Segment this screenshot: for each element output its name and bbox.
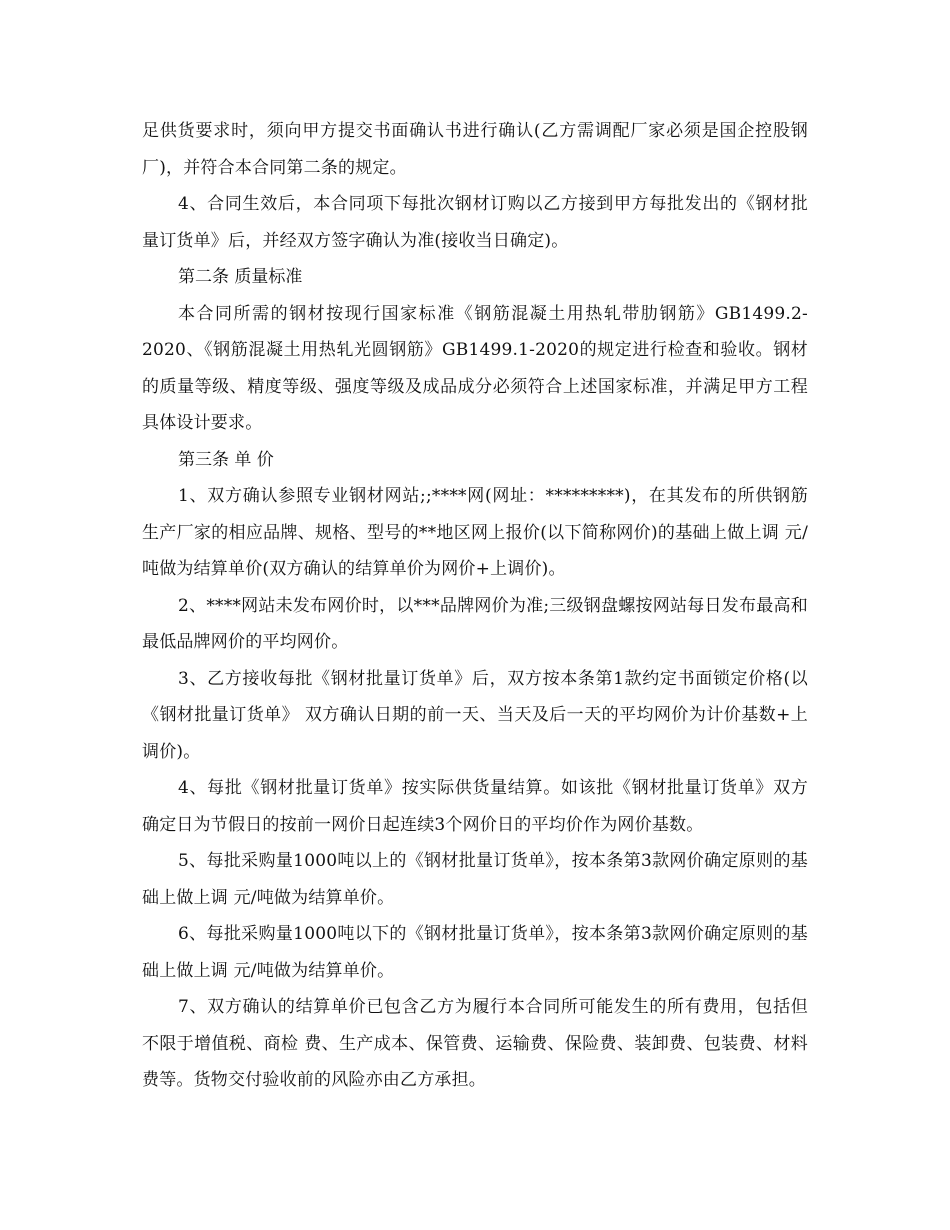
section-heading: 第二条 质量标准 (178, 267, 303, 287)
section-heading: 第三条 单 价 (178, 449, 274, 470)
clause-paragraph: 2、****网站未发布网价时，以***品牌网价为准;三级钢盘螺按网站每日发布最高和最低品牌网价的平均网价。 (142, 595, 808, 652)
document-body (142, 113, 808, 1099)
clause-paragraph: 1、双方确认参照专业钢材网站;;****网(网址：*********)，在其发布的所供钢筋生产厂家的相应品牌、规格、型号的**地区网上报价(以下简称网价)的基础上做上调 元/吨做为结算单价(双方确认的结算单价为网价+上调价)。 (142, 486, 808, 579)
paragraph-continuation: 足供货要求时，须向甲方提交书面确认书进行确认(乙方需调配厂家必须是国企控股钢厂)，并符合本合同第二条的规定。 (142, 121, 808, 178)
clause-paragraph: 6、每批采购量1000吨以下的《钢材批量订货单》，按本条第3款网价确定原则的基础上做上调 元/吨做为结算单价。 (142, 924, 808, 981)
clause-paragraph: 5、每批采购量1000吨以上的《钢材批量订货单》，按本条第3款网价确定原则的基础上做上调 元/吨做为结算单价。 (142, 851, 808, 908)
clause-paragraph: 4、每批《钢材批量订货单》按实际供货量结算。如该批《钢材批量订货单》双方确定日为节假日的按前一网价日起连续3个网价日的平均价作为网价基数。 (142, 778, 808, 835)
clause-paragraph: 4、合同生效后，本合同项下每批次钢材订购以乙方接到甲方每批发出的《钢材批量订货单》后，并经双方签字确认为准(接收当日确定)。 (142, 194, 808, 251)
clause-paragraph: 3、乙方接收每批《钢材批量订货单》后，双方按本条第1款约定书面锁定价格(以《钢材批量订货单》 双方确认日期的前一天、当天及后一天的平均网价为计价基数+上调价)。 (142, 668, 808, 762)
clause-paragraph: 本合同所需的钢材按现行国家标准《钢筋混凝土用热轧带肋钢筋》GB1499.2-2020、《钢筋混凝土用热轧光圆钢筋》GB1499.1-2020的规定进行检查和验收。钢材的质量等级、精度等级、强度等级及成品成分必须符合上述国家标准，并满足甲方工程具体设计要求。 (142, 303, 808, 433)
clause-paragraph: 7、双方确认的结算单价已包含乙方为履行本合同所可能发生的所有费用，包括但不限于增值税、商检 费、生产成本、保管费、运输费、保险费、装卸费、包装费、材料费等。货物交付验收前的风险亦由乙方承担。 (142, 997, 808, 1090)
